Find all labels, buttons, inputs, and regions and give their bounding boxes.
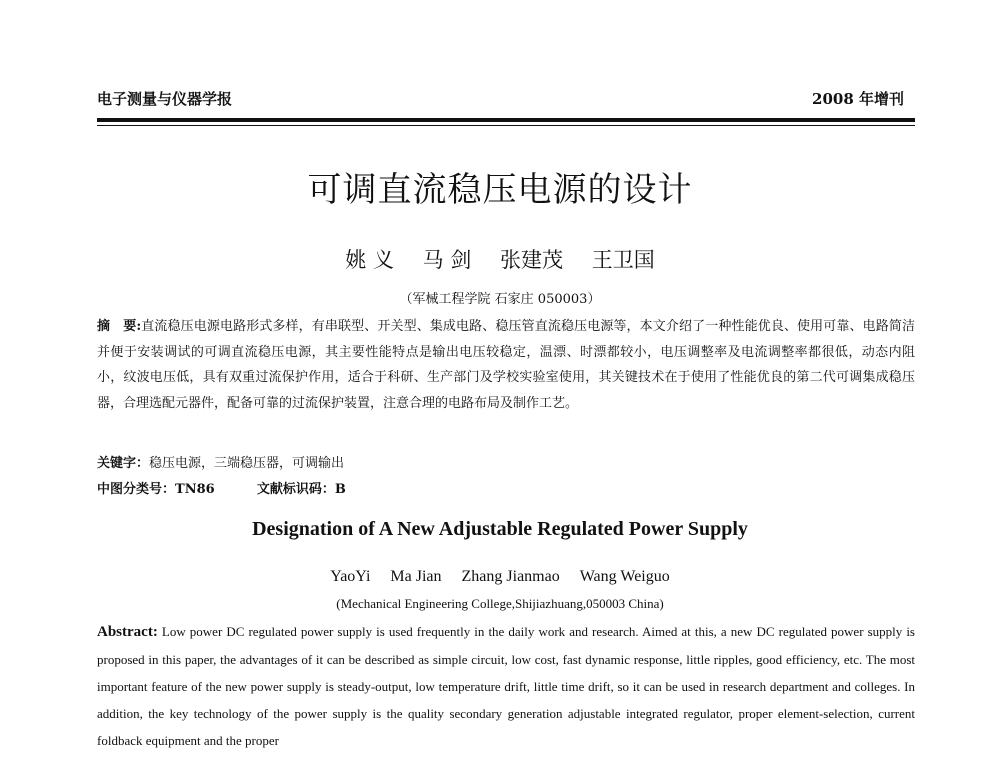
issue-label: 2008 年增刊 [812,90,904,108]
author-cn-2: 马 剑 [422,248,472,272]
header-rule-thick [97,118,915,122]
authors-en [0,568,1000,586]
abstract-cn-label: 摘 要: [97,319,142,334]
journal-name: 电子测量与仪器学报 [97,90,233,108]
author-cn-3: 张建茂 [500,248,564,272]
abstract-en-text: Low power DC regulated power supply is used frequently in the daily work and research. Aimed at this, a new DC regulated power supply is proposed in this paper, the advantages of it can be described as simple circuit, low cost, fast dynamic response, little ripples, good efficiency, etc. The most important feature of the new power supply is steady-output, low temperature drift, little time drift, so it can be used in research department and colleges. In addition, the key technology of the power supply is the quality secondary generation adjustable integrated regulator, proper element-selection, current foldback equipment and the proper [97,624,915,748]
class-value: TN86 [175,482,215,497]
header-rule-thin [97,125,915,126]
keywords-cn [97,452,344,471]
classification-line [97,478,346,497]
keywords-cn-text: 稳压电源，三端稳压器，可调输出 [149,456,345,471]
abstract-en [97,618,915,754]
doc-code-value: B [334,482,346,497]
abstract-cn-text: 直流稳压电源电路形式多样，有串联型、开关型、集成电路、稳压管直流稳压电源等，本文介绍了一种性能优良、使用可靠、电路简洁并便于安装调试的可调直流稳压电源，其主要性能特点是输出电压较稳定，温漂、时漂都较小，电压调整率及电流调整率都很低，动态内阻小，纹波电压低，具有双重过流保护作用，适合于科研、生产部门及学校实验室使用，其关键技术在于使用了性能优良的第二代可调集成稳压器，合理选配元器件，配备可靠的过流保护装置，注意合理的电路布局及制作工艺。 [97,319,915,411]
abstract-cn [97,314,915,416]
author-en-1: YaoYi [330,568,371,585]
author-en-4: Wang Weiguo [579,568,670,585]
class-label: 中图分类号： [97,482,176,497]
doc-code-label: 文献标识码： [256,482,335,497]
paper-title-cn: 可调直流稳压电源的设计 [307,170,693,210]
author-cn-1: 姚 义 [345,248,394,272]
affiliation-en: (Mechanical Engineering College,Shijiazhuang,050003 China) [336,596,664,611]
author-en-2: Ma Jian [390,568,442,585]
author-cn-4: 王卫国 [591,248,655,272]
affiliation-cn: （军械工程学院 石家庄 050003） [399,292,601,307]
paper-title-en: Designation of A New Adjustable Regulated Power Supply [252,518,748,540]
authors-cn [0,244,1000,274]
abstract-en-label: Abstract: [97,624,158,640]
author-en-3: Zhang Jianmao [461,568,560,585]
keywords-cn-label: 关键字： [97,456,150,471]
